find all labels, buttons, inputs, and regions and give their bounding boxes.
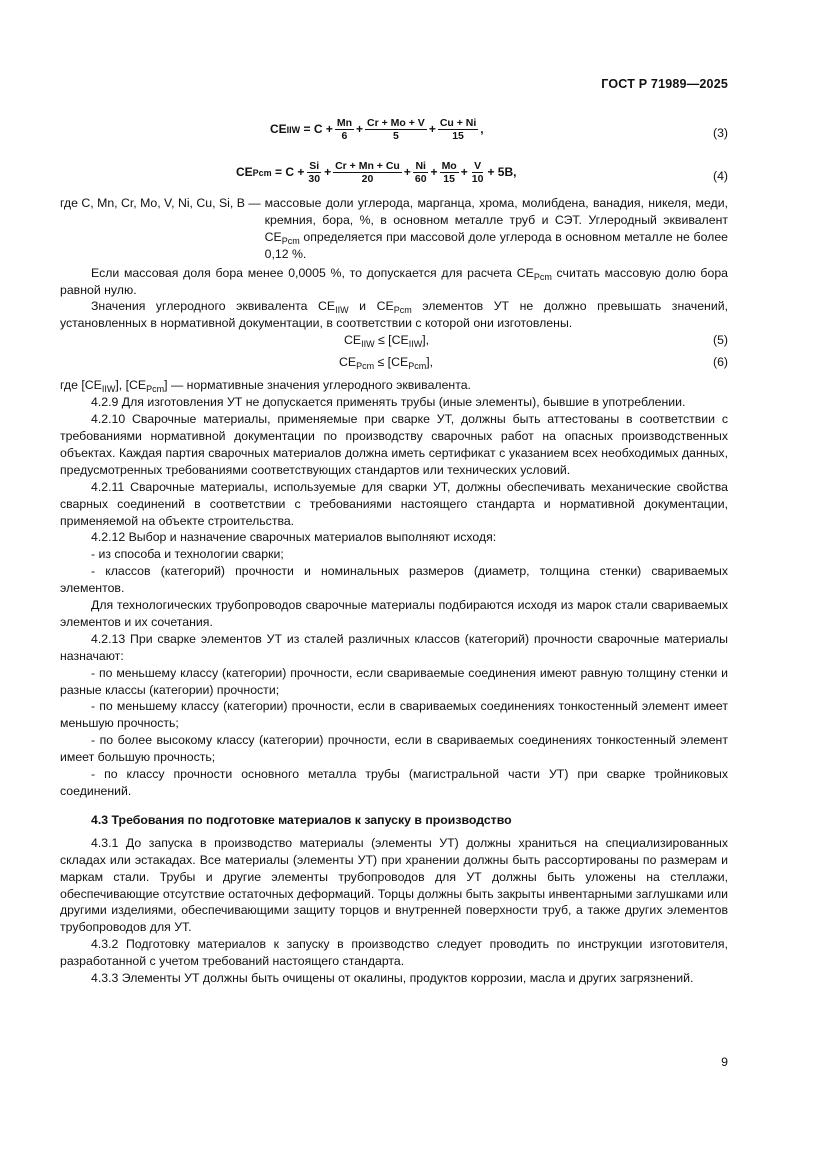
- paragraph-4-3-2: 4.3.2 Подготовку материалов к запуску в производство следует проводить по инструкции изготовителя, разработанной с учетом требований настоящего стандарта.: [60, 937, 728, 969]
- formula-6: [60, 354, 728, 372]
- paragraph-4-2-10: 4.2.10 Сварочные материалы, применяемые при сварке УТ, должны быть аттестованы в соответствии с требованиями нормативной документации по производству сварочных работ на опасных производственных объектах. Каждая партия сварочных материалов должна иметь сертификат с указанием всех необходимых данных, предусмотренных требованиями соответствующих стандартов или технических условий.: [60, 412, 728, 477]
- paragraph-4-2-12: 4.2.12 Выбор и назначение сварочных материалов выполняют исходя:: [91, 530, 497, 545]
- list-item: - по меньшему классу (категории) прочности, если в свариваемых соединениях тонкостенный элемент имеет меньшую прочность;: [60, 699, 728, 731]
- document-id: ГОСТ Р 71989—2025: [601, 77, 728, 91]
- paragraph-4-3-1: 4.3.1 До запуска в производство материалы (элементы УТ) должны храниться на специализированных складах или эстакадах. Все материалы (элементы УТ) при хранении должны быть рассортированы по размерам и маркам стали. Трубы и другие элементы трубопроводов для УТ должны быть уложены на стеллажи, обеспечивающие отсутствие остаточных деформаций. Торцы должны быть закрыты инвентарными заглушками или другими изделиями, обеспечивающими защиту торцов и внутренней поверхности труб, а также других элементов трубопроводов для УТ.: [60, 835, 728, 935]
- paragraph-4-2-13: 4.2.13 При сварке элементов УТ из сталей различных классов (категорий) прочности сварочные материалы назначают:: [60, 631, 728, 663]
- list-item: - по более высокому классу (категории) прочности, если в свариваемых соединениях тонкостенный элемент имеет большую прочность;: [60, 733, 728, 765]
- formula-ce-iiw: CE IIW = C + $\frac{Mn}{6}$ + $\frac{Cr + Mo + V}{5}$ + $\frac{Cu + Ni}{15}$ ,: [270, 117, 484, 142]
- document-body: [60, 117, 728, 987]
- formula-number: (4): [712, 169, 728, 183]
- formula-6-body: $CE_{Pcm} \le [CE_{Pcm}]$,: [339, 355, 434, 372]
- section-heading-4-3: 4.3 Требования по подготовке материалов к запуску в производство: [91, 812, 512, 827]
- formula-5-body: $CE_{IIW} \le [CE_{IIW}]$,: [344, 333, 430, 350]
- paragraph-boron: Если массовая доля бора менее 0,0005 %, то допускается для расчета $CE_{Pcm}$ считать массовую долю бора равной нулю.: [60, 265, 728, 297]
- paragraph-limit: Значения углеродного эквивалента $CE_{IIW}$ и $CE_{Pcm}$ элементов УТ не должно превышать значений, установленных в нормативной документации, в соответствии с которой они изготовлены.: [60, 299, 728, 331]
- document-page: [60, 0, 728, 1169]
- formula-3: [60, 117, 728, 148]
- formula-number: (5): [712, 333, 728, 348]
- paragraph-4-2-9: 4.2.9 Для изготовления УТ не допускается применять трубы (иные элементы), бывшие в употреблении.: [91, 395, 686, 410]
- paragraph-4-3-3: 4.3.3 Элементы УТ должны быть очищены от окалины, продуктов коррозии, масла и других загрязнений.: [91, 971, 694, 986]
- where-definition: массовые доли углерода, марганца, хрома, молибдена, ванадия, никеля, меди, кремния, бора, %, в основном металле труб и СЭТ. Углеродный эквивалент $CE_{Pcm}$ определяется при массовой доле углерода в основном металле не более 0,12 %.: [264, 196, 728, 261]
- where-normative: где $[CE_{IIW}]$, $[CE_{Pcm}]$ — нормативные значения углеродного эквивалента.: [60, 378, 471, 395]
- formula-4: [60, 160, 728, 191]
- formula-number: (3): [712, 126, 728, 140]
- where-variables: где C, Mn, Cr, Mo, V, Ni, Cu, Si, B —: [60, 196, 261, 210]
- paragraph-4-2-12-note: Для технологических трубопроводов сварочные материалы подбираются исходя из марок стали свариваемых элементов и их сочетания.: [60, 598, 728, 629]
- list-item: - из способа и технологии сварки;: [91, 547, 284, 562]
- page-number: 9: [721, 1055, 728, 1069]
- where-clause: [60, 195, 728, 263]
- list-item: - по меньшему классу (категории) прочности, если свариваемые соединения имеют равную толщину стенки и разные классы (категории) прочности;: [60, 665, 728, 697]
- formula-5: [60, 332, 728, 350]
- list-item: - классов (категорий) прочности и номинальных размеров (диаметр, толщина стенки) свариваемых элементов.: [60, 564, 728, 596]
- list-item: - по классу прочности основного металла трубы (магистральной части УТ) при сварке тройниковых соединений.: [60, 767, 728, 798]
- paragraph-4-2-11: 4.2.11 Сварочные материалы, используемые для сварки УТ, должны обеспечивать механические свойства сварных соединений в соответствии с требованиями настоящего стандарта и нормативной документации, применяемой на объекте строительства.: [60, 479, 728, 528]
- formula-ce-pcm: CE Pcm = C + $\frac{Si}{30}$ + $\frac{Cr + Mn + Cu}{20}$ + $\frac{Ni}{60}$ + $\frac{Mo}{15}$ + $\frac{V}{10}$ + 5B,: [236, 160, 517, 185]
- formula-number: (6): [712, 355, 728, 370]
